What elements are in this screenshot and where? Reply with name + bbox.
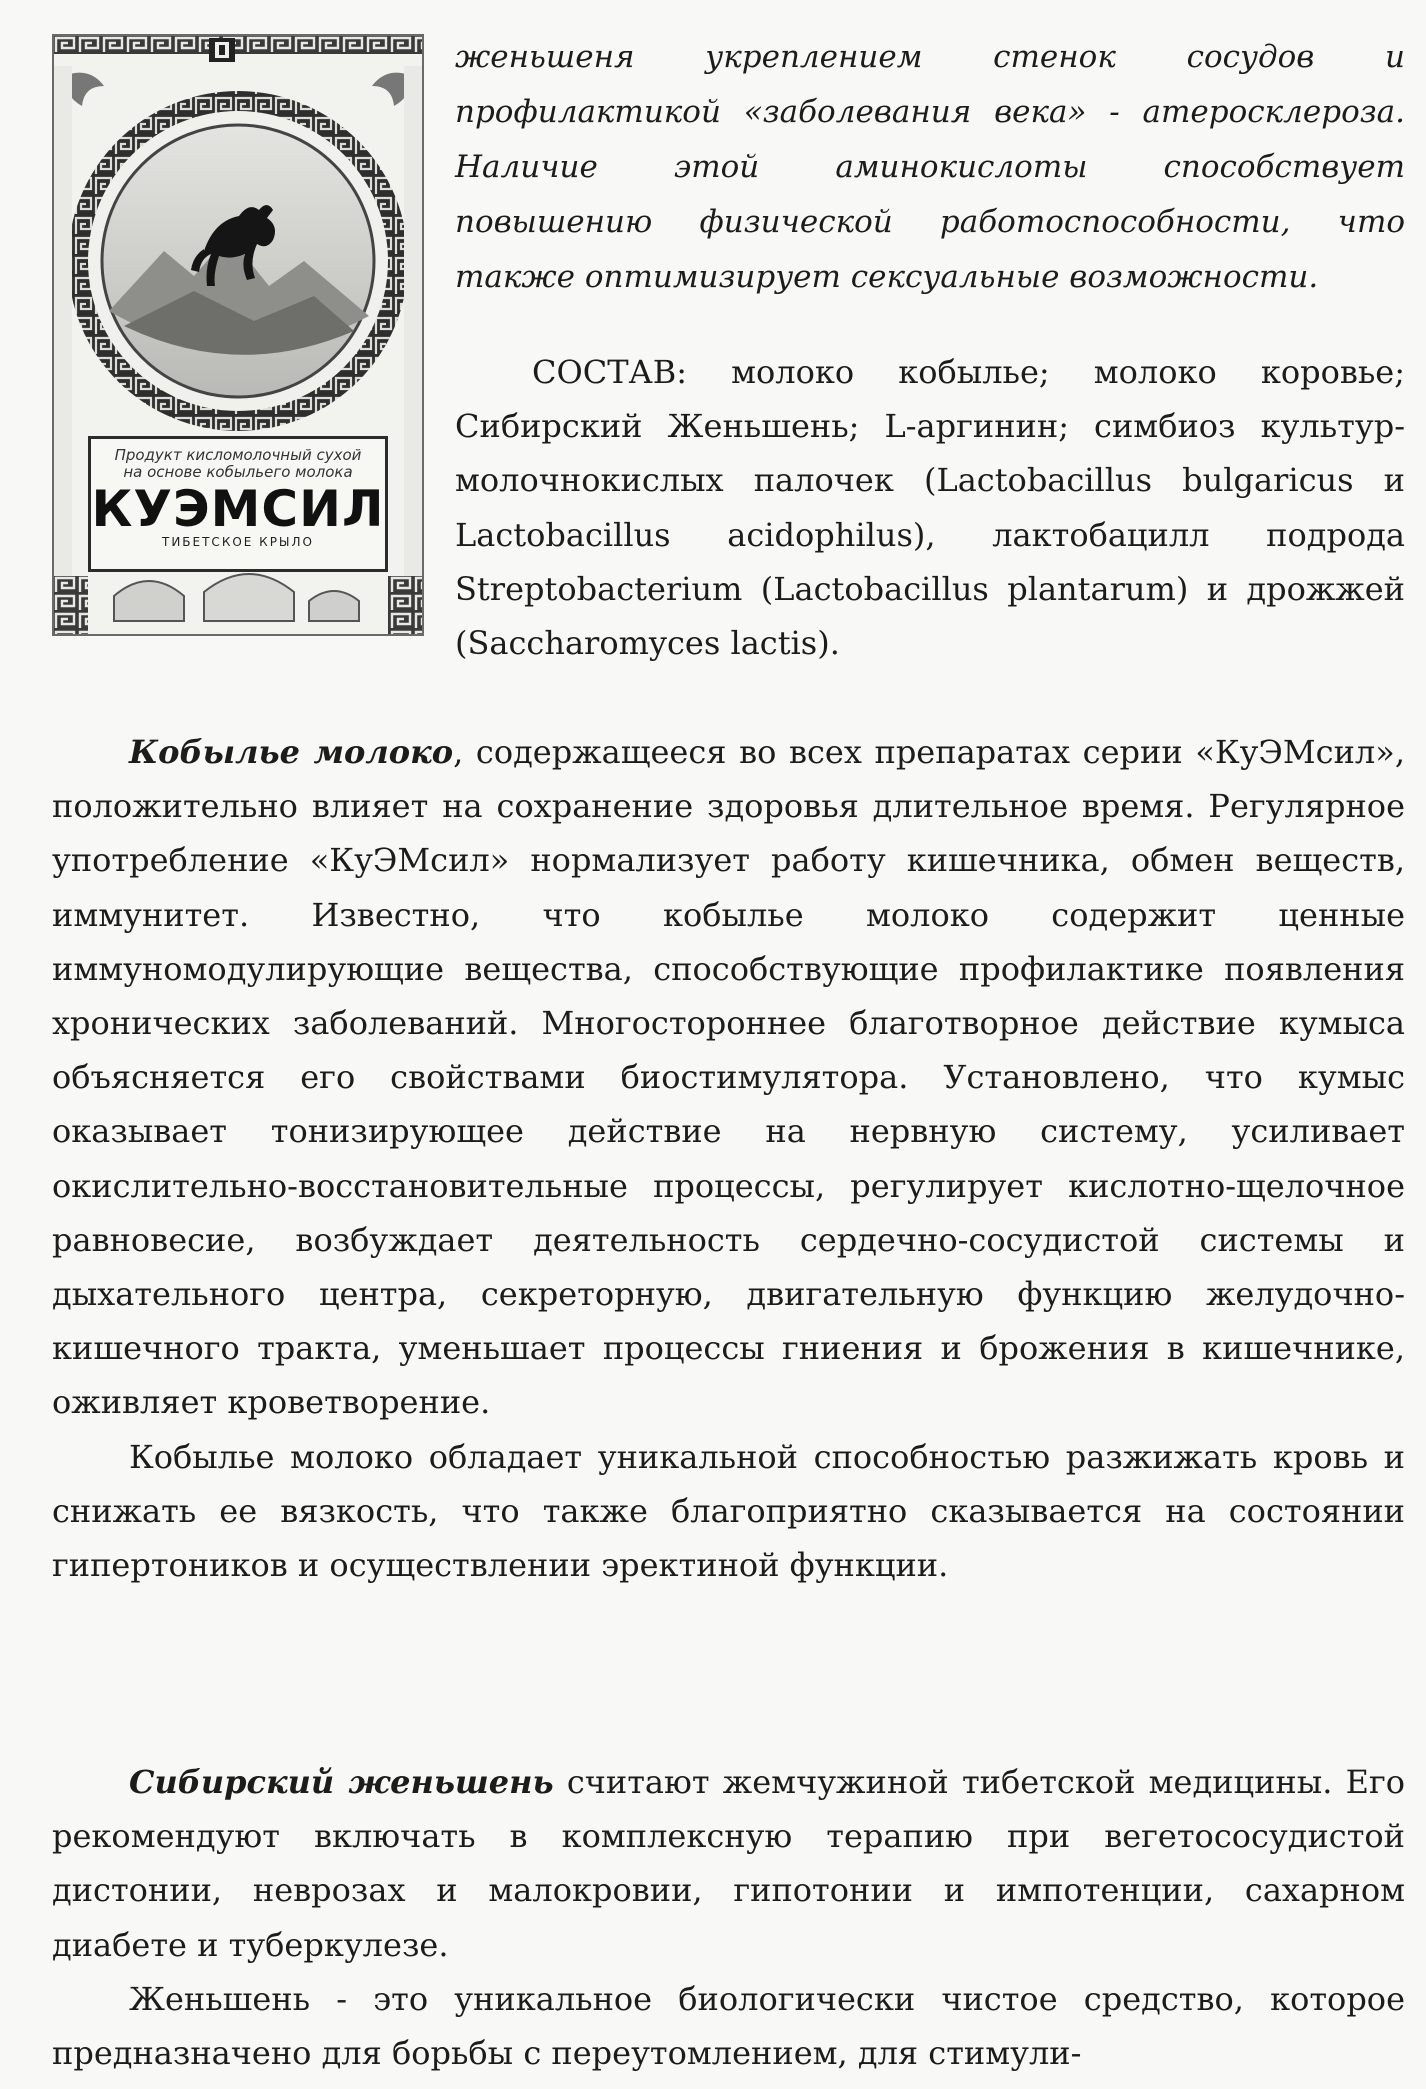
section-paragraph-2: Кобылье молоко обладает уникальной способностью разжижать кровь и снижать ее вязкость, что также благоприятно сказывается на состоянии гипертоников и осуществлении эректиной функции. (52, 1437, 1405, 1585)
section-lead-text: считают жемчужиной тибетской медицины. Его рекомендуют включать в комплексную терапию при вегетососудистой дистонии, неврозах и малокровии, гипотонии и импотенции, сахарном диабете и туберкулезе. (52, 1763, 1406, 1964)
section-siberian-ginseng (52, 1755, 1405, 2080)
section-paragraph (52, 1755, 1405, 1972)
composition-paragraph: СОСТАВ: молоко кобылье; молоко коровье; Сибирский Женьшень; L-аргинин; симбиоз культур-молочнокислых палочек (Lactobacillus bulgaricus и Lactobacillus acidophilus), лактобацилл подрода Streptobacterium (Lactobacillus plantarum) и дрожжей (Saccharomyces lactis). (455, 353, 1405, 663)
section-paragraph (52, 725, 1405, 1430)
package-brand: КУЭМСИЛ (91, 480, 385, 538)
section-paragraph-2: Женьшень - это уникальное биологически чистое средство, которое предназначено для борьбы с переутомлением, для стимули- (52, 1979, 1405, 2073)
intro-italic-paragraph: женьшеня укреплением стенок сосудов и профилактикой «заболевания века» - атеросклероза. Наличие этой аминокислоты способствует повышению физической работоспособности, что также оптимизирует сексуальные возможности. (455, 39, 1405, 295)
product-package-image (52, 34, 424, 636)
package-label (88, 436, 388, 572)
composition-block (455, 345, 1405, 670)
section-term: Кобылье молоко (129, 733, 454, 771)
package-tagline: ТИБЕТСКОЕ КРЫЛО (161, 535, 314, 549)
section-term: Сибирский женьшень (129, 1763, 554, 1801)
package-subtitle: Продукт кисломолочный сухой на основе кобыльего молока (114, 446, 362, 481)
section-lead-text: , содержащееся во всех препаратах серии «КуЭМсил», положительно влияет на сохранение здоровья длительное время. Регулярное употребление «КуЭМсил» нормализует работу кишечника, обмен веществ, иммунитет. Известно, что кобылье молоко содержит ценные иммуномодулирующие вещества, способствующие профилактике появления хронических заболеваний. Многостороннее благотворное действие кумыса объясняется его свойствами биостимулятора. Установлено, что кумыс оказывает тонизирующее действие на нервную систему, усиливает окислительно-восстановительные процессы, регулирует кислотно-щелочное равновесие, возбуждает деятельность сердечно-сосудистой системы и дыхательного центра, секреторную, двигательную функцию желудочно-кишечного тракта, уменьшает процессы гниения и брожения в кишечнике, оживляет кроветворение. (52, 733, 1406, 1422)
section-mare-milk (52, 725, 1405, 1592)
